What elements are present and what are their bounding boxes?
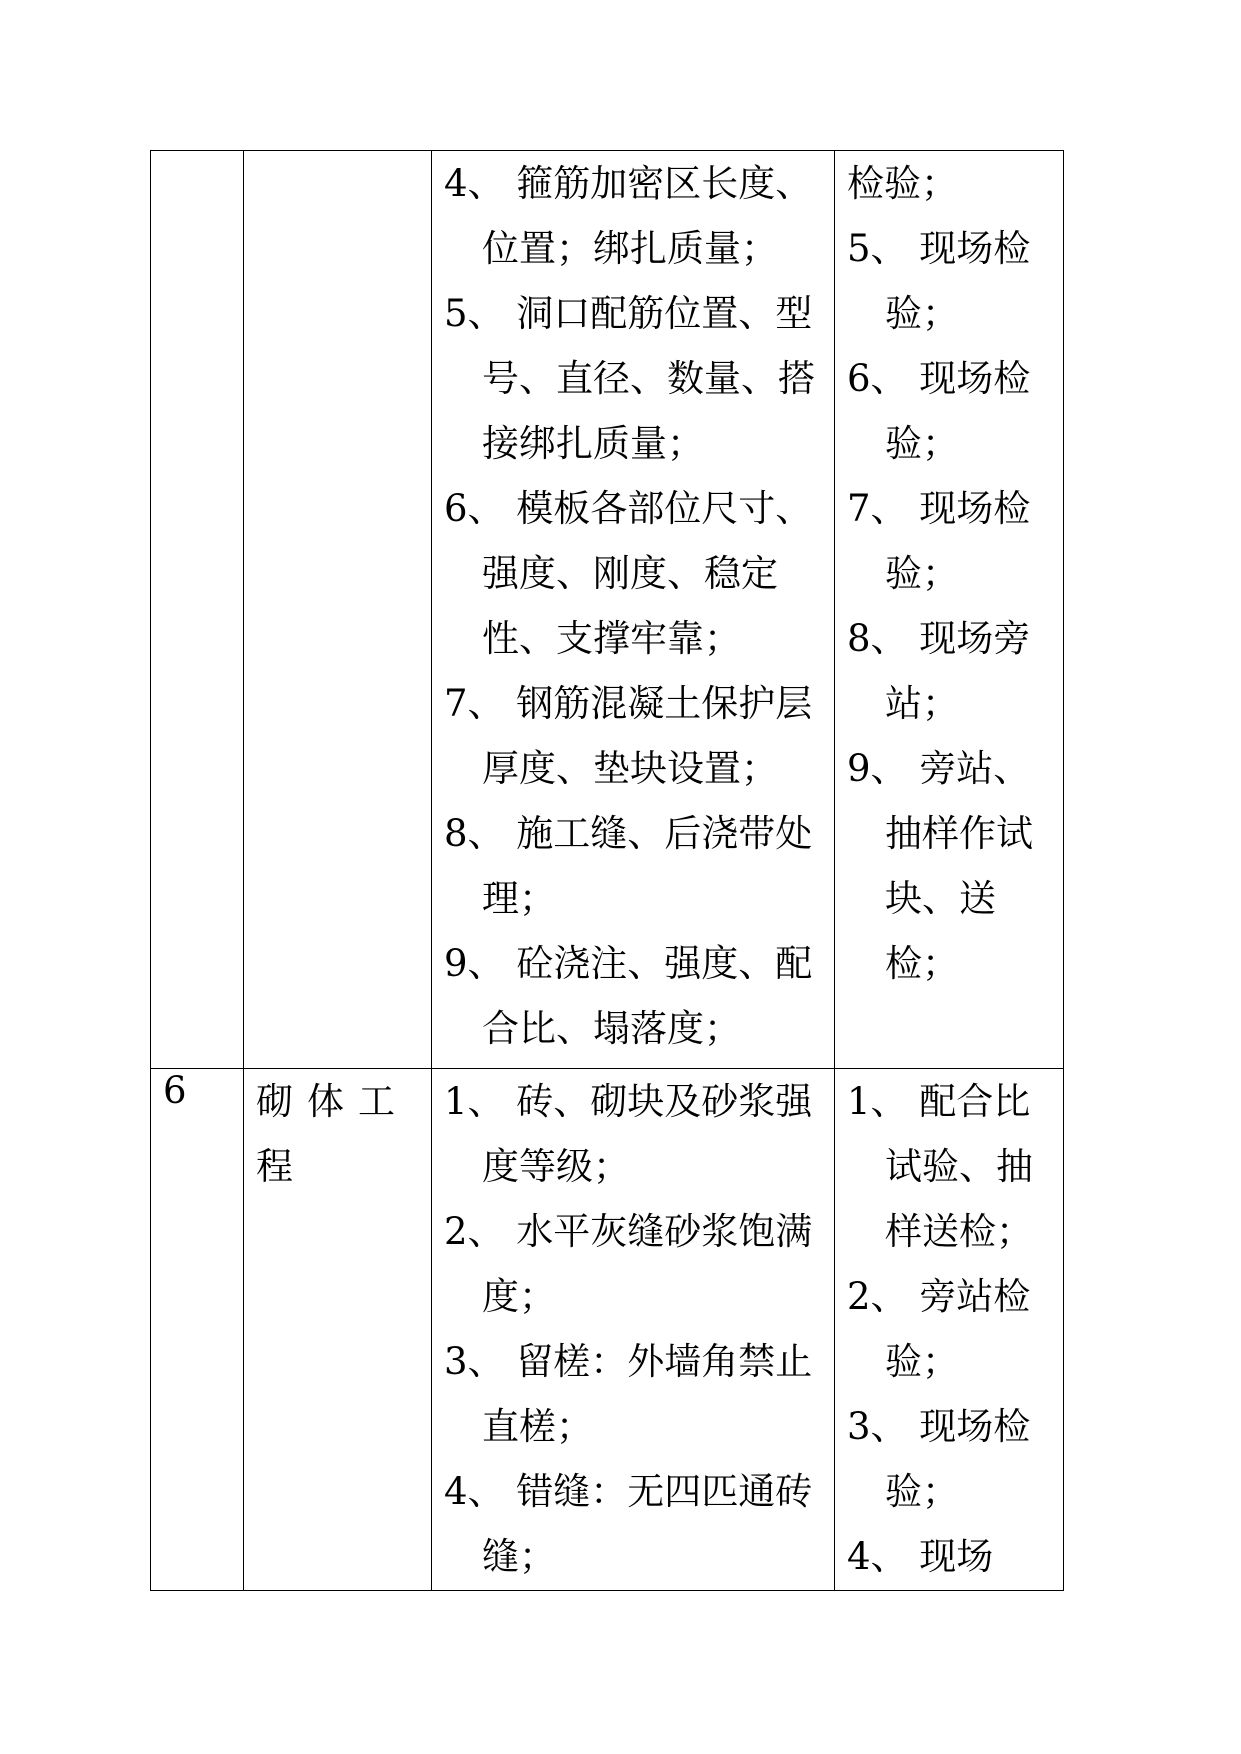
project-name-cell bbox=[244, 151, 432, 1069]
method-item: 7、 现场检验； bbox=[847, 487, 1031, 595]
method-item: 8、 现场旁站； bbox=[847, 617, 1031, 725]
content-item: 2、 水平灰缝砂浆饱满度； bbox=[444, 1210, 813, 1318]
method-item: 2、 旁站检验； bbox=[847, 1275, 1031, 1383]
content-item: 1、 砖、砌块及砂浆强度等级； bbox=[444, 1080, 813, 1188]
content-item: 6、 模板各部位尺寸、强度、刚度、稳定性、支撑牢靠； bbox=[444, 487, 813, 660]
table-row bbox=[151, 1069, 1064, 1591]
method-item: 3、 现场检验； bbox=[847, 1405, 1031, 1513]
content-item: 7、 钢筋混凝土保护层厚度、垫块设置； bbox=[444, 682, 813, 790]
content-item: 8、 施工缝、后浇带处理； bbox=[444, 812, 813, 920]
row-number-cell: 6 bbox=[151, 1069, 244, 1591]
content-item: 9、 砼浇注、强度、配合比、塌落度； bbox=[444, 942, 813, 1050]
method-item: 检验； bbox=[847, 162, 958, 205]
project-name-cell: 砌体工程 bbox=[244, 1069, 432, 1591]
method-item: 5、 现场检验； bbox=[847, 227, 1031, 335]
method-item: 4、 现场 bbox=[847, 1535, 994, 1578]
method-item: 1、 配合比试验、抽样送检； bbox=[847, 1080, 1033, 1253]
inspection-table bbox=[150, 150, 1064, 1591]
inspection-method-cell bbox=[835, 151, 1064, 1069]
table-row bbox=[151, 151, 1064, 1069]
method-item: 6、 现场检验； bbox=[847, 357, 1031, 465]
row-number-cell bbox=[151, 151, 244, 1069]
inspection-method-cell bbox=[835, 1069, 1064, 1591]
content-item: 3、 留槎：外墙角禁止直槎； bbox=[444, 1340, 813, 1448]
inspection-content-cell bbox=[432, 1069, 835, 1591]
content-item: 5、 洞口配筋位置、型号、直径、数量、搭接绑扎质量； bbox=[444, 292, 815, 465]
inspection-content-cell bbox=[432, 151, 835, 1069]
content-item: 4、 错缝：无四匹通砖缝； bbox=[444, 1470, 813, 1578]
content-item: 4、 箍筋加密区长度、位置；绑扎质量； bbox=[444, 162, 813, 270]
method-item: 9、 旁站、抽样作试块、送检； bbox=[847, 747, 1033, 985]
